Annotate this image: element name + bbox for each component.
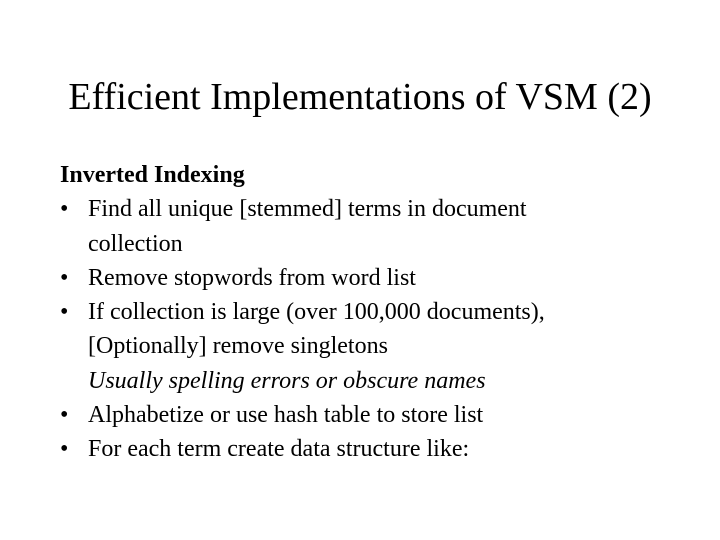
bullet-list <box>60 192 680 363</box>
bullet-item <box>60 295 680 364</box>
bullet-text: [Optionally] remove singletons <box>88 333 388 360</box>
bullet-icon: • <box>60 264 69 291</box>
section-heading: Inverted Indexing <box>60 162 245 188</box>
bullet-item <box>60 398 680 432</box>
bullet-item <box>60 192 680 261</box>
bullet-icon: • <box>60 436 69 463</box>
bullet-list-continued <box>60 398 680 467</box>
bullet-text: If collection is large (over 100,000 documents), <box>88 299 545 326</box>
slide-title: Efficient Implementations of VSM (2) <box>68 76 652 118</box>
bullet-text: Remove stopwords from word list <box>88 264 416 291</box>
slide-body <box>60 158 680 467</box>
bullet-icon: • <box>60 299 69 326</box>
bullet-icon: • <box>60 402 69 429</box>
bullet-text: collection <box>88 230 183 257</box>
bullet-item <box>60 261 680 295</box>
bullet-icon: • <box>60 196 69 223</box>
bullet-item <box>60 432 680 466</box>
bullet-text: For each term create data structure like: <box>88 436 470 463</box>
italic-note: Usually spelling errors or obscure names <box>88 367 486 394</box>
bullet-text: Find all unique [stemmed] terms in document <box>88 196 527 223</box>
bullet-text: Alphabetize or use hash table to store list <box>88 402 484 429</box>
